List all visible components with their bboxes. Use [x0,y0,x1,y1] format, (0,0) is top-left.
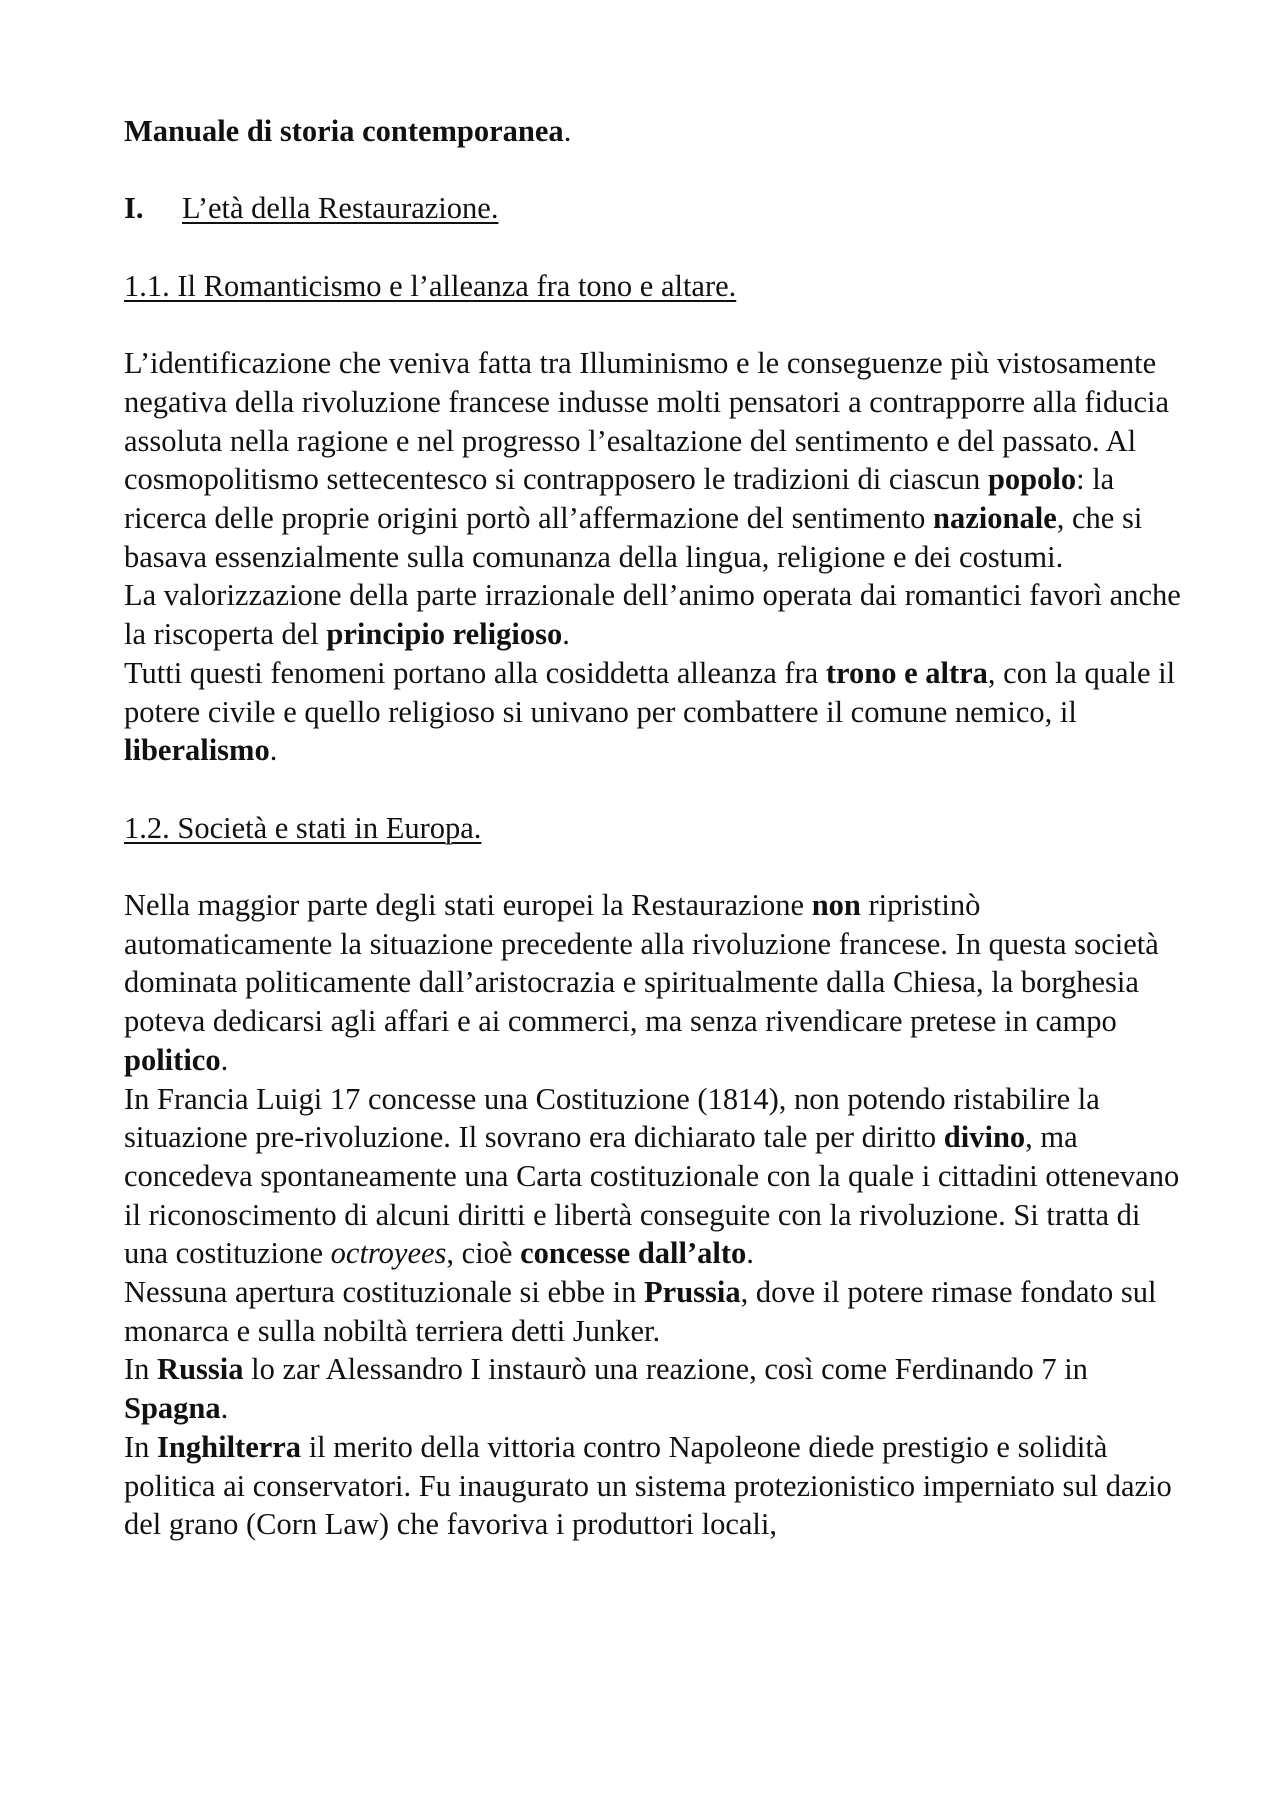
text-run: La valorizzazione della parte irrazionale dell’animo operata dai romantici favorì anche la riscoperta del [124,578,1181,652]
text-run: In Francia Luigi 17 concesse una Costituzione (1814), non potendo ristabilire la situazione pre-rivoluzione. Il sovrano era dichiarato tale per diritto [124,1081,1100,1155]
text-run: , dove il potere rimase fondato sul monarca e sulla nobiltà terriera detti Junker. [124,1275,1157,1348]
text-run: In [124,1429,158,1464]
section-heading-1-1 [124,267,1184,306]
bold-term: nazionale [933,500,1057,535]
text-run: , con la quale il potere civile e quello religioso si univano per combattere il comune nemico, il [124,655,1176,729]
chapter-number: I. [124,191,144,226]
section-heading-text: 1.2. Società e stati in Europa. [124,810,482,845]
paragraph [124,576,1184,653]
text-run: Tutti questi fenomeni portano alla cosiddetta alleanza fra [124,655,826,690]
bold-term: trono e altra [825,655,988,690]
text-run: , cioè [446,1236,521,1271]
document-page [124,112,1184,1544]
text-run: : la ricerca delle proprie origini portò all’affermazione del sentimento [124,462,1115,535]
bold-term: divino [943,1120,1026,1155]
bold-term: Inghilterra [157,1429,302,1464]
section-heading-text: 1.1. Il Romanticismo e l’alleanza fra tono e altare. [124,268,737,303]
text-run: , che si basava essenzialmente sulla comunanza della lingua, religione e dei costumi. [124,500,1143,574]
document-title-text: Manuale di storia contemporanea [124,114,564,148]
text-run: Nella maggior parte degli stati europei la Restaurazione [124,887,812,922]
section-heading-1-2 [124,809,1184,848]
text-run: lo zar Alessandro I instaurò una reazione, così come Ferdinando 7 in [243,1352,1088,1387]
text-run: . [746,1236,754,1271]
bold-term: liberalismo [124,733,270,768]
bold-term: non [811,887,861,922]
bold-term: concesse dall’alto [520,1236,747,1271]
text-run: , ma concedeva spontaneamente una Carta costituzionale con la quale i cittadini ottenevano il riconoscimento di alcuni diritti e libertà conseguite con la rivoluzione. Si tratta di una costituzione [124,1120,1180,1271]
paragraph [124,654,1184,770]
bold-term: Prussia [644,1275,741,1310]
paragraph [124,886,1184,1080]
text-run: . [269,733,278,768]
bold-term: popolo [987,462,1077,497]
paragraph [124,1273,1184,1350]
text-run: L’identificazione che veniva fatta tra Illuminismo e le conseguenze più vistosamente negativa della rivoluzione francese indusse molti pensatori a contrapporre alla fiducia assoluta nella ragione e nel progresso l’esaltazione del sentimento e del passato. Al cosmopolitismo settecentesco si contrapposero le tradizioni di ciascun [124,346,1170,497]
text-run: Nessuna apertura costituzionale si ebbe in [124,1275,645,1310]
chapter-heading [124,189,1184,228]
italic-term: octroyees [330,1236,447,1271]
text-run: . [220,1391,229,1426]
document-title [124,112,1184,151]
paragraph [124,1350,1184,1427]
paragraph [124,1080,1184,1274]
paragraph [124,344,1184,576]
chapter-title: L’età della Restaurazione. [182,191,499,226]
bold-term: politico [124,1042,221,1077]
text-run: ripristinò automaticamente la situazione precedente alla rivoluzione francese. In questa società dominata politicamente dall’aristocrazia e spiritualmente dalla Chiesa, la borghesia poteva dedicarsi agli affari e ai commerci, ma senza rivendicare pretese in campo [124,887,1159,1039]
text-run: il merito della vittoria contro Napoleone diede prestigio e solidità politica ai conservatori. Fu inaugurato un sistema protezionistico imperniato sul dazio del grano (Corn Law) che favoriva i produttori locali, [124,1429,1172,1542]
bold-term: principio religioso [326,617,563,652]
text-run: In [124,1352,158,1387]
text-run: . [562,617,570,652]
bold-term: Spagna [124,1391,221,1426]
text-run: . [220,1042,229,1077]
paragraph [124,1428,1184,1544]
bold-term: Russia [157,1352,244,1387]
document-title-period: . [563,114,572,148]
